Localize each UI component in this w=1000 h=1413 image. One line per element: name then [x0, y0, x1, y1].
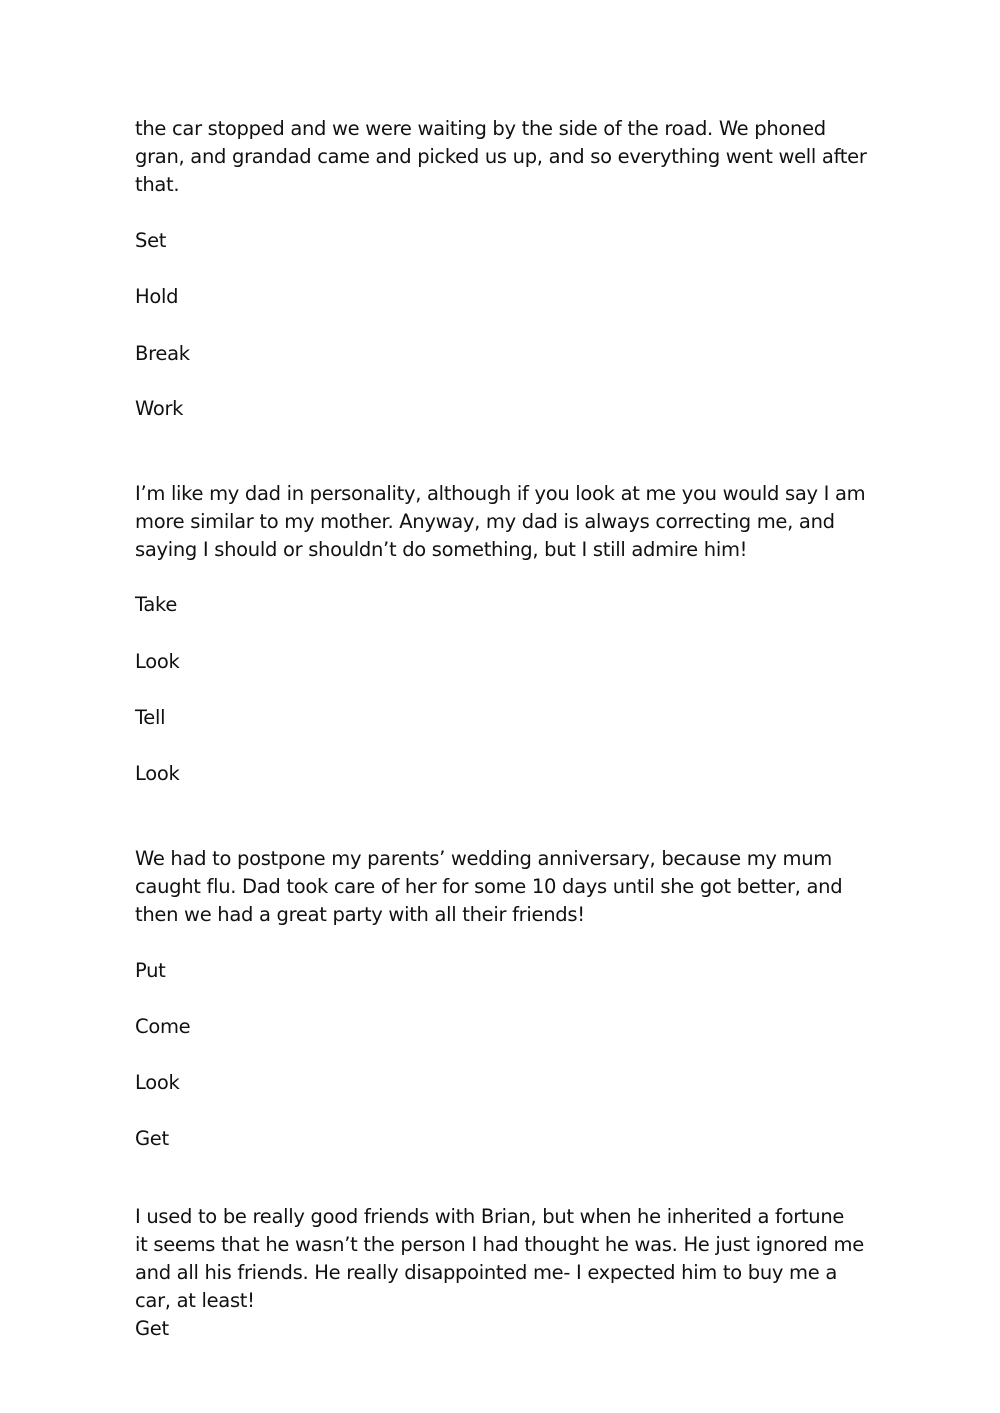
option-take[interactable]: Take — [135, 593, 178, 616]
passage-line: that. — [135, 173, 180, 196]
option-look[interactable]: Look — [135, 1071, 180, 1094]
passage-line: and all his friends. He really disappointed me- I expected him to buy me a — [135, 1261, 837, 1284]
passage-1 — [135, 115, 875, 199]
passage-line: I’m like my dad in personality, although if you look at me you would say I am — [135, 482, 866, 505]
option-look[interactable]: Look — [135, 650, 180, 673]
option-tell[interactable]: Tell — [135, 706, 166, 729]
passage-line: it seems that he wasn’t the person I had thought he was. He just ignored me — [135, 1233, 864, 1256]
passage-4 — [135, 1203, 875, 1315]
passage-line: the car stopped and we were waiting by the side of the road. We phoned — [135, 117, 826, 140]
passage-line: We had to postpone my parents’ wedding anniversary, because my mum — [135, 847, 832, 870]
passage-line: then we had a great party with all their friends! — [135, 903, 585, 926]
option-look[interactable]: Look — [135, 762, 180, 785]
option-get[interactable]: Get — [135, 1127, 169, 1150]
passage-line: saying I should or shouldn’t do something, but I still admire him! — [135, 538, 748, 561]
passage-line: I used to be really good friends with Brian, but when he inherited a fortune — [135, 1205, 845, 1228]
option-work[interactable]: Work — [135, 397, 184, 420]
option-get[interactable]: Get — [135, 1317, 169, 1340]
passage-3 — [135, 845, 875, 929]
passage-line: gran, and grandad came and picked us up, and so everything went well after — [135, 145, 867, 168]
passage-2 — [135, 480, 875, 564]
option-put[interactable]: Put — [135, 959, 166, 982]
option-come[interactable]: Come — [135, 1015, 191, 1038]
option-hold[interactable]: Hold — [135, 285, 179, 308]
passage-line: car, at least! — [135, 1289, 255, 1312]
option-set[interactable]: Set — [135, 229, 167, 252]
passage-line: caught flu. Dad took care of her for some 10 days until she got better, and — [135, 875, 843, 898]
passage-line: more similar to my mother. Anyway, my dad is always correcting me, and — [135, 510, 835, 533]
option-break[interactable]: Break — [135, 342, 190, 365]
